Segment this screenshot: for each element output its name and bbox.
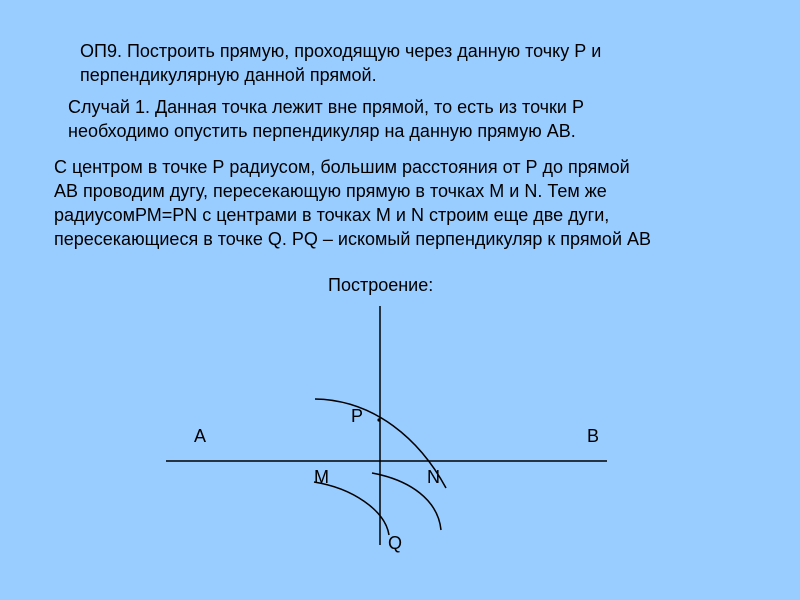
label-m: М xyxy=(314,467,329,487)
description-line-2: АВ проводим дугу, пересекающую прямую в точках М и N. Тем же xyxy=(54,181,607,201)
title-line-1: ОП9. Построить прямую, проходящую через данную точку Р и xyxy=(80,41,602,61)
label-p: Р xyxy=(351,406,364,426)
label-q: Q xyxy=(388,533,403,553)
description-line-3: радиусомРМ=PN с центрами в точках М и N строим еще две дуги, xyxy=(54,205,610,225)
description-line-1: С центром в точке Р радиусом, большим расстояния от Р до прямой xyxy=(54,157,630,177)
point-p xyxy=(377,418,380,421)
title-line-2: перпендикулярную данной прямой. xyxy=(80,65,377,85)
label-n: N xyxy=(427,467,440,487)
arc-center-n xyxy=(314,482,389,535)
label-b: В xyxy=(587,426,600,446)
case-line-2: необходимо опустить перпендикуляр на данную прямую АВ. xyxy=(68,121,576,141)
diagram-caption: Построение: xyxy=(328,275,434,295)
label-a: А xyxy=(194,426,207,446)
description-line-4: пересекающиеся в точке Q. PQ – искомый перпендикуляр к прямой АВ xyxy=(54,229,652,249)
case-line-1: Случай 1. Данная точка лежит вне прямой, то есть из точки Р xyxy=(68,97,584,117)
